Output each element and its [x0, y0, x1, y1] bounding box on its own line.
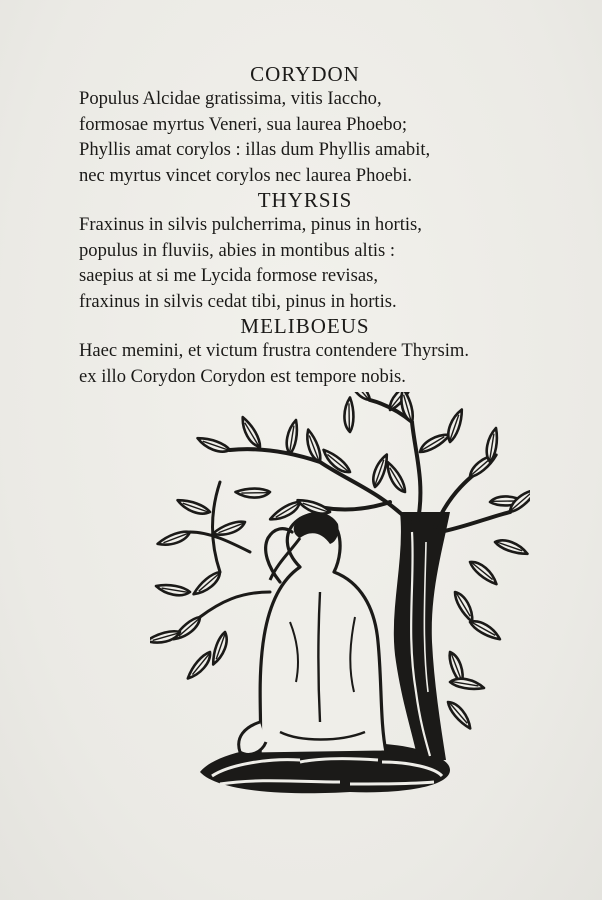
verse-line: Fraxinus in silvis pulcherrima, pinus in hortis,	[79, 214, 422, 235]
verse-line: Haec memini, et victum frustra contendere Thyrsim.	[79, 340, 469, 361]
verse-stanza	[79, 338, 602, 389]
verse-line: ex illo Corydon Corydon est tempore nobis.	[79, 365, 406, 387]
verse-line: populus in fluviis, abies in montibus altis :	[79, 239, 396, 261]
verse-line: fraxinus in silvis cedat tibi, pinus in hortis.	[79, 290, 397, 312]
section-thyrsis	[0, 188, 602, 314]
verse-line: nec myrtus vincet corylos nec laurea Phoebi.	[79, 164, 413, 186]
verse-line: formosae myrtus Veneri, sua laurea Phoebo;	[79, 113, 408, 135]
verse-line: Phyllis amat corylos : illas dum Phyllis amabit,	[79, 139, 431, 160]
verse-line: saepius at si me Lycida formose revisas,	[79, 265, 378, 286]
verse-stanza	[79, 86, 602, 188]
speaker-name: MELIBOEUS	[240, 314, 370, 338]
poem-text	[0, 62, 602, 389]
verse-line: Populus Alcidae gratissima, vitis Iaccho,	[79, 88, 382, 109]
section-meliboeus	[0, 314, 602, 389]
speaker-name: CORYDON	[250, 62, 360, 86]
verse-stanza	[79, 212, 602, 314]
woodcut-nude-under-tree-icon	[150, 392, 530, 842]
section-corydon	[0, 62, 602, 188]
speaker-name: THYRSIS	[257, 188, 353, 212]
